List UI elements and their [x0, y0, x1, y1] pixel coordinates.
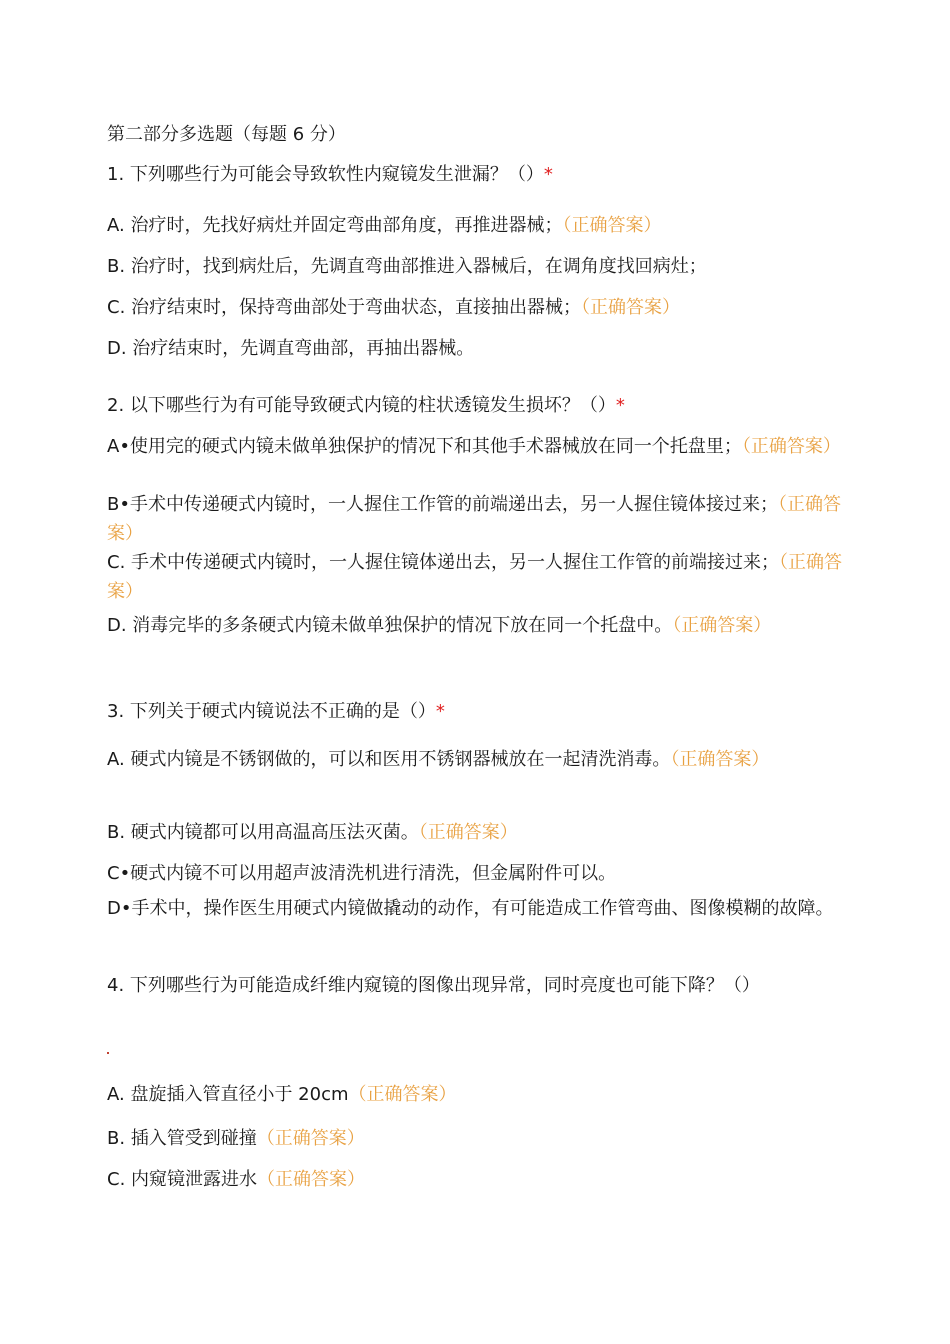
- q3-option-c: C•硬式内镜不可以用超声波清洗机进行清洗，但金属附件可以。: [107, 863, 617, 884]
- stray-mark: [107, 1052, 109, 1054]
- q4-option-b: B. 插入管受到碰撞（正确答案）: [107, 1128, 365, 1149]
- correct-answer-tag: （正确答案）: [348, 1084, 457, 1105]
- q2-option-a: A•使用完的硬式内镜未做单独保护的情况下和其他手术器械放在同一个托盘里；（正确答案）: [107, 436, 841, 457]
- question-4: [107, 971, 847, 1000]
- correct-answer-tag: （正确答案）: [257, 1169, 366, 1190]
- q4-option-a: A. 盘旋插入管直径小于 20cm（正确答案）: [107, 1084, 457, 1105]
- question-1-text: 1. 下列哪些行为可能会导致软性内窥镜发生泄漏？（）: [107, 164, 544, 185]
- correct-answer-tag: （正确答案）: [562, 215, 662, 236]
- q2-option-c: C. 手术中传递硬式内镜时，一人握住镜体递出去，另一人握住工作管的前端接过来；（正确答案）: [107, 552, 843, 602]
- q3-option-b: B. 硬式内镜都可以用高温高压法灭菌。（正确答案）: [107, 822, 518, 843]
- correct-answer-tag: （正确答案）: [107, 494, 841, 544]
- question-3-text: 3. 下列关于硬式内镜说法不正确的是（）: [107, 701, 436, 722]
- q1-option-a: A. 治疗时，先找好病灶并固定弯曲部角度，再推进器械；（正确答案）: [107, 215, 662, 236]
- q2-option-d: D. 消毒完毕的多条硬式内镜未做单独保护的情况下放在同一个托盘中。（正确答案）: [107, 615, 772, 636]
- q3-option-a: A. 硬式内镜是不锈钢做的，可以和医用不锈钢器械放在一起清洗消毒。（正确答案）: [107, 749, 770, 770]
- required-marker: *: [435, 701, 445, 722]
- correct-answer-tag: （正确答案）: [672, 615, 772, 636]
- section-title: 第二部分多选题（每题 6 分）: [107, 124, 346, 145]
- correct-answer-tag: （正确答案）: [107, 552, 843, 602]
- question-4-text: 4. 下列哪些行为可能造成纤维内窥镜的图像出现异常，同时亮度也可能下降？（）: [107, 975, 760, 996]
- correct-answer-tag: （正确答案）: [670, 749, 770, 770]
- correct-answer-tag: （正确答案）: [581, 297, 681, 318]
- question-2-text: 2. 以下哪些行为有可能导致硬式内镜的柱状透镜发生损坏？（）: [107, 395, 616, 416]
- required-marker: *: [543, 164, 553, 185]
- q1-option-d: D. 治疗结束时，先调直弯曲部，再抽出器械。: [107, 338, 475, 359]
- question-2: [107, 391, 847, 420]
- q3-option-d: D•手术中，操作医生用硬式内镜做撬动的动作，有可能造成工作管弯曲、图像模糊的故障。: [107, 898, 834, 919]
- correct-answer-tag: （正确答案）: [741, 436, 841, 457]
- q1-option-c: C. 治疗结束时，保持弯曲部处于弯曲状态，直接抽出器械；（正确答案）: [107, 297, 681, 318]
- correct-answer-tag: （正确答案）: [256, 1128, 365, 1149]
- question-3: [107, 697, 847, 726]
- question-1: [107, 160, 847, 189]
- q2-option-b: B•手术中传递硬式内镜时，一人握住工作管的前端递出去，另一人握住镜体接过来；（正确答案）: [107, 494, 841, 544]
- q1-option-b: B. 治疗时，找到病灶后，先调直弯曲部推进入器械后，在调角度找回病灶；: [107, 256, 707, 277]
- correct-answer-tag: （正确答案）: [418, 822, 518, 843]
- required-marker: *: [615, 395, 625, 416]
- q4-option-c: C. 内窥镜泄露进水（正确答案）: [107, 1169, 366, 1190]
